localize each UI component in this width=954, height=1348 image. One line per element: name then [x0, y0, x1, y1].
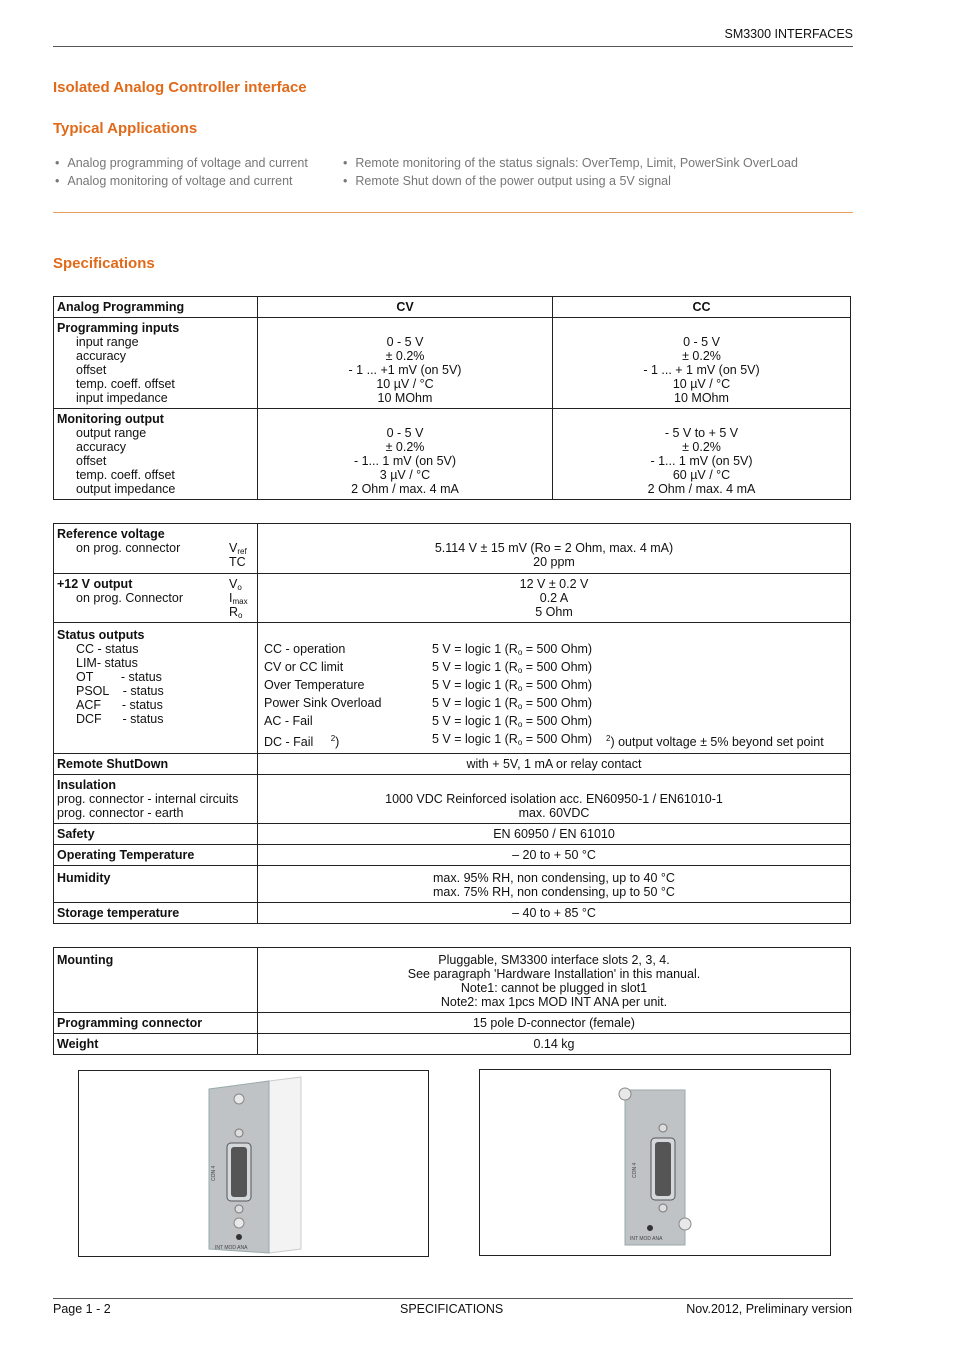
monitoring-output-cc: - 5 V to + 5 V ± 0.2% - 1... 1 mV (on 5V) 60 µV / °C 2 Ohm / max. 4 mA: [553, 409, 851, 500]
analog-programming-table: [53, 296, 851, 500]
remote-shutdown-label: Remote ShutDown: [54, 754, 258, 775]
weight-label: Weight: [54, 1034, 258, 1055]
operating-temperature-value: – 20 to + 50 °C: [258, 845, 851, 866]
bullet-item: • Remote Shut down of the power output using a 5V signal: [343, 172, 798, 190]
footer-section: SPECIFICATIONS: [400, 1302, 504, 1316]
insulation-value: 1000 VDC Reinforced isolation acc. EN60950-1 / EN61010-1 max. 60VDC: [258, 775, 851, 824]
mounting-value: Pluggable, SM3300 interface slots 2, 3, 4. See paragraph 'Hardware Installation' in this manual. Note1: cannot be plugged in slot1 Note2: max 1pcs MOD INT ANA per unit.: [258, 948, 851, 1013]
module-label: INT MOD ANA: [630, 1236, 663, 1242]
module-photo-angled: [78, 1070, 429, 1257]
programming-inputs-label: Programming inputs input range accuracy offset temp. coeff. offset input impedance: [54, 318, 258, 409]
storage-temperature-label: Storage temperature: [54, 903, 258, 924]
programming-inputs-cc: 0 - 5 V ± 0.2% - 1 ... + 1 mV (on 5V) 10 µV / °C 10 MOhm: [553, 318, 851, 409]
12v-output-label: +12 V output $V_o$ on prog. Connector $I_{max}$ $R_o$: [54, 574, 258, 623]
mechanical-table: [53, 947, 851, 1055]
reference-status-table: [53, 523, 851, 775]
typical-applications-heading: Typical Applications: [53, 120, 198, 137]
table-header-cell: CV: [258, 297, 553, 318]
mounting-label: Mounting: [54, 948, 258, 1013]
module-photo-front: [479, 1069, 831, 1256]
connector-label: CON 4: [211, 1165, 217, 1181]
status-outputs-row: [54, 623, 851, 754]
safety-label: Safety: [54, 824, 258, 845]
humidity-label: Humidity: [54, 866, 258, 903]
status-outputs-label: Status outputs CC - status LIM- status OT - status PSOL - status ACF - status DCF - status: [54, 623, 258, 753]
bullet-item: • Remote monitoring of the status signals: OverTemp, Limit, PowerSink OverLoad: [343, 154, 798, 172]
status-outputs-values: CC - operation 5 V = logic 1 ($R_o = 500$ Ohm) CV or CC limit 5 V = logic 1 ($R_o = 500$ Ohm) Over Temperature 5 V = logic 1 ($R_o = 500$ Ohm) Power Sink Overload 5 V = logic 1 ($R_o = 500$ Ohm) AC - Fail 5 V = logic 1 ($R_o = 500$ Ohm) DC - Fail $^2$) 5 V = logic 1 ($R_o = 500$ Ohm) $^2$) output voltage ± 5% beyond set point: [264, 642, 824, 750]
monitoring-output-cv: 0 - 5 V ± 0.2% - 1... 1 mV (on 5V) 3 µV / °C 2 Ohm / max. 4 mA: [258, 409, 553, 500]
remote-shutdown-value: with + 5V, 1 mA or relay contact: [258, 754, 851, 775]
operating-temperature-label: Operating Temperature: [54, 845, 258, 866]
module-label: INT MOD ANA: [215, 1245, 248, 1251]
programming-connector-value: 15 pole D-connector (female): [258, 1013, 851, 1034]
table-header-cell: CC: [553, 297, 851, 318]
connector-label: CON 4: [632, 1162, 638, 1178]
bullet-item: • Analog programming of voltage and current: [55, 154, 308, 172]
reference-voltage-value: 5.114 V ± 15 mV (Ro = 2 Ohm, max. 4 mA) 20 ppm: [258, 524, 851, 574]
table-header-cell: Analog Programming: [54, 297, 258, 318]
storage-temperature-value: – 40 to + 85 °C: [258, 903, 851, 924]
page-title: Isolated Analog Controller interface: [53, 79, 307, 96]
12v-output-value: 12 V ± 0.2 V 0.2 A 5 Ohm: [258, 574, 851, 623]
header-rule: [53, 46, 853, 47]
programming-inputs-cv: 0 - 5 V ± 0.2% - 1 ... +1 mV (on 5V) 10 µV / °C 10 MOhm: [258, 318, 553, 409]
environment-table: [53, 774, 851, 924]
footer-version: Nov.2012, Preliminary version: [686, 1302, 852, 1316]
humidity-value: max. 95% RH, non condensing, up to 40 °C max. 75% RH, non condensing, up to 50 °C: [258, 866, 851, 903]
bullet-item: • Analog monitoring of voltage and current: [55, 172, 308, 190]
header-section-title: SM3300 INTERFACES: [724, 27, 853, 41]
footer-page-number: Page 1 - 2: [53, 1302, 111, 1316]
monitoring-output-label: Monitoring output output range accuracy offset temp. coeff. offset output impedance: [54, 409, 258, 500]
safety-value: EN 60950 / EN 61010: [258, 824, 851, 845]
insulation-label: Insulation prog. connector - internal circuits prog. connector - earth: [54, 775, 258, 824]
reference-voltage-label: Reference voltage on prog. connector $V_{ref}$ TC: [54, 524, 258, 574]
specifications-heading: Specifications: [53, 255, 155, 272]
bullets-left: [55, 154, 308, 190]
footer-rule: [53, 1298, 853, 1299]
weight-value: 0.14 kg: [258, 1034, 851, 1055]
interface-module-illustration: [79, 1071, 428, 1256]
programming-connector-label: Programming connector: [54, 1013, 258, 1034]
interface-module-illustration: [480, 1070, 830, 1255]
bullets-right: [343, 154, 798, 190]
section-divider: [53, 212, 853, 213]
